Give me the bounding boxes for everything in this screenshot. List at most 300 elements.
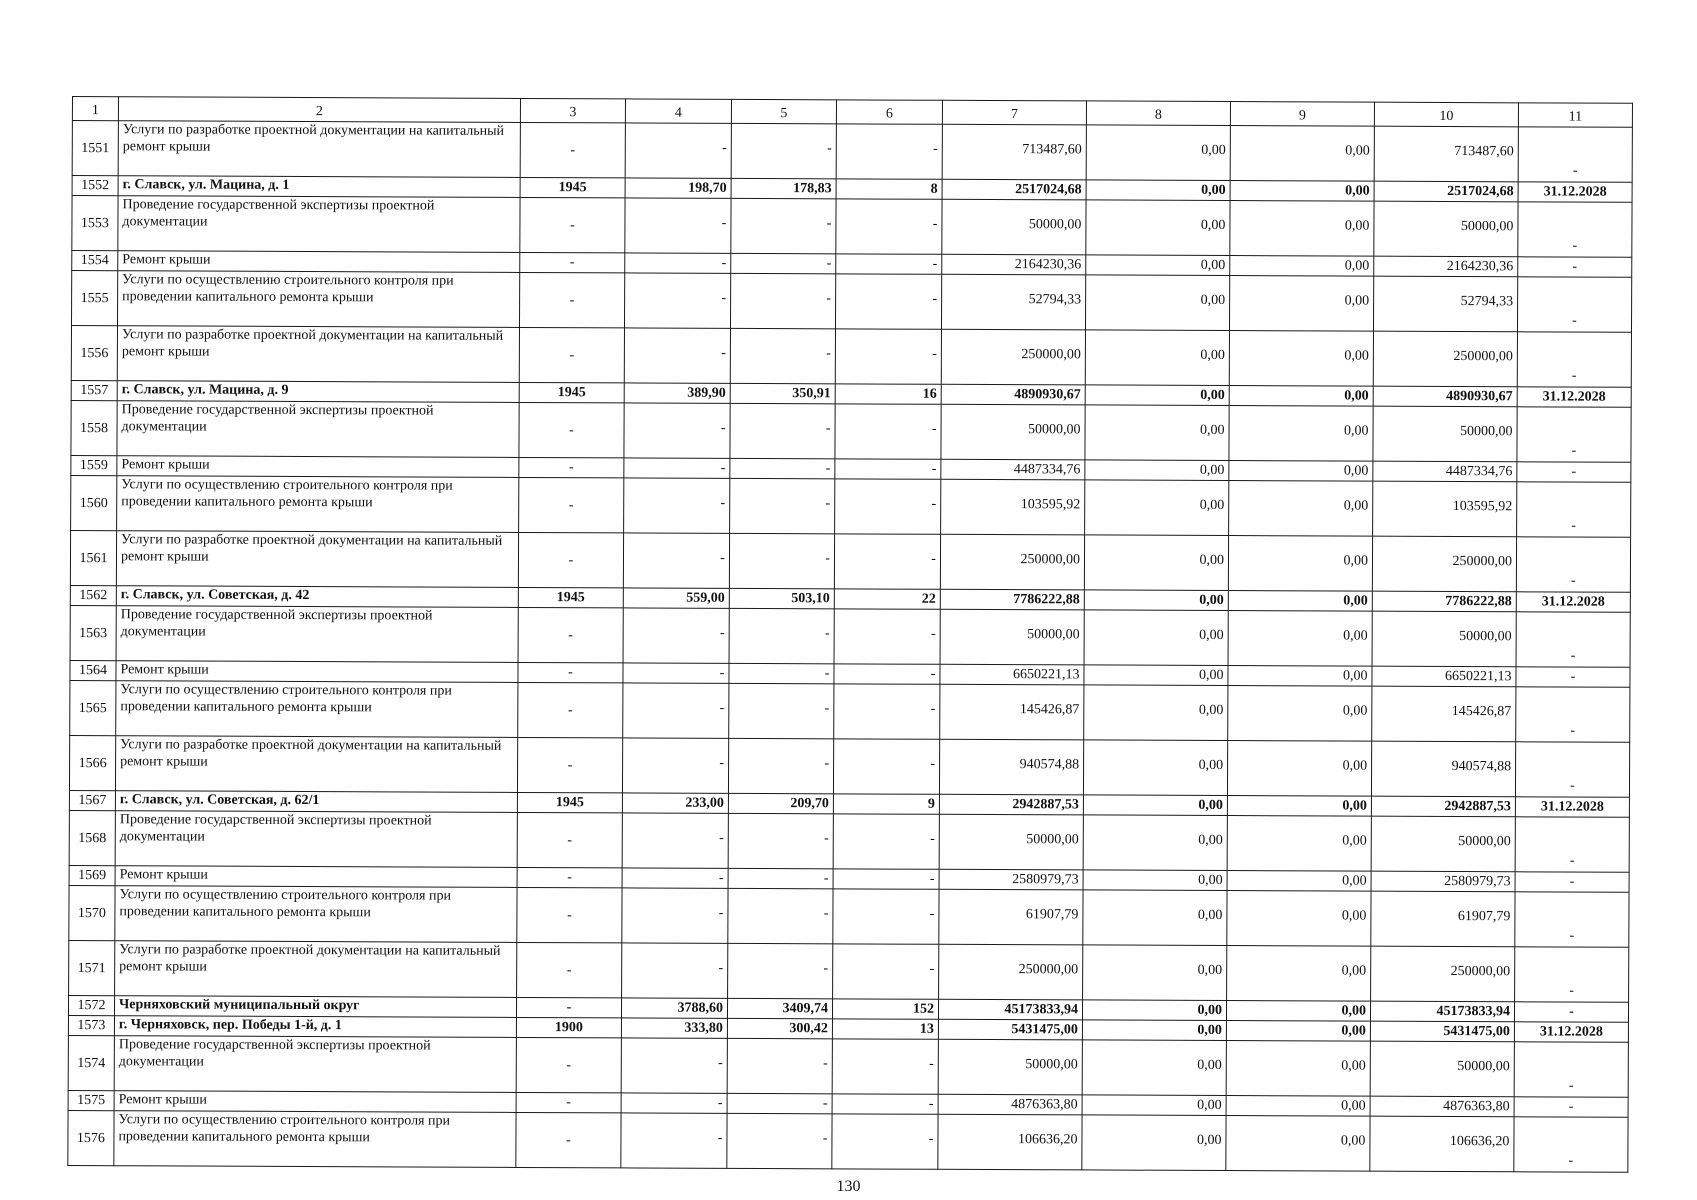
year-cell: - xyxy=(516,1112,621,1167)
cost-col8-cell: 0,00 xyxy=(1084,610,1228,666)
row-number-cell: 1552 xyxy=(72,176,118,196)
area-total-cell: - xyxy=(625,198,731,253)
row-number-cell: 1553 xyxy=(72,196,118,251)
cost-col9-cell: 0,00 xyxy=(1226,1001,1370,1022)
cost-col8-cell: 0,00 xyxy=(1085,330,1229,386)
cost-col8-cell: 0,00 xyxy=(1085,405,1229,461)
cost-col10-cell: 250000,00 xyxy=(1372,536,1516,592)
table-row xyxy=(71,271,1631,333)
header-cell: 8 xyxy=(1086,101,1230,126)
area-living-cell: - xyxy=(730,478,835,533)
cost-col9-cell: 0,00 xyxy=(1228,591,1372,612)
year-cell: - xyxy=(516,1092,621,1112)
repair-program-table xyxy=(67,96,1633,1173)
cost-col10-cell: 50000,00 xyxy=(1374,201,1518,257)
cost-col8-cell: 0,00 xyxy=(1082,1000,1226,1021)
cost-col8-cell: 0,00 xyxy=(1086,125,1230,181)
area-total-cell: 559,00 xyxy=(623,588,729,608)
year-cell: - xyxy=(519,457,624,477)
cost-col9-cell: 0,00 xyxy=(1227,816,1371,872)
residents-cell: - xyxy=(834,684,940,739)
area-total-cell: 3788,60 xyxy=(621,998,727,1018)
area-living-cell: 178,83 xyxy=(731,178,836,198)
deadline-cell: - xyxy=(1515,947,1629,1002)
cost-col10-cell: 61907,79 xyxy=(1371,891,1515,947)
item-name-cell: Услуги по осуществлению строительного контроля при проведении капитального ремонта крыши xyxy=(117,271,519,328)
cost-col10-cell: 5431475,00 xyxy=(1370,1021,1514,1042)
cost-total-cell: 250000,00 xyxy=(939,944,1083,1000)
residents-cell: - xyxy=(833,739,939,794)
item-name-cell: Услуги по осуществлению строительного контроля при проведении капитального ремонта крыши xyxy=(116,681,518,738)
header-cell: 3 xyxy=(520,98,625,122)
row-number-cell: 1564 xyxy=(70,660,116,680)
area-living-cell: - xyxy=(730,328,835,383)
table-row xyxy=(68,1110,1628,1172)
cost-col10-cell: 50000,00 xyxy=(1372,611,1516,667)
cost-col9-cell: 0,00 xyxy=(1226,1021,1370,1042)
area-total-cell: - xyxy=(623,683,729,738)
cost-col8-cell: 0,00 xyxy=(1082,1040,1226,1096)
area-living-cell: - xyxy=(729,683,834,738)
deadline-cell: - xyxy=(1517,407,1631,462)
cost-col8-cell: 0,00 xyxy=(1083,890,1227,946)
area-living-cell: - xyxy=(728,888,833,943)
area-total-cell: 233,00 xyxy=(622,793,728,813)
cost-col10-cell: 940574,88 xyxy=(1371,741,1515,797)
table-row xyxy=(70,530,1630,592)
row-number-cell: 1576 xyxy=(68,1110,114,1165)
table-row xyxy=(70,605,1630,667)
area-total-cell: - xyxy=(625,253,731,273)
row-number-cell: 1571 xyxy=(69,940,115,995)
area-total-cell: - xyxy=(621,1038,727,1093)
cost-col9-cell: 0,00 xyxy=(1230,181,1374,202)
deadline-cell: - xyxy=(1517,277,1631,332)
header-cell: 7 xyxy=(942,100,1086,125)
area-living-cell: - xyxy=(731,253,836,273)
cost-col9-cell: 0,00 xyxy=(1229,386,1373,407)
year-cell: - xyxy=(517,737,622,792)
item-name-cell: г. Славск, ул. Советская, д. 42 xyxy=(116,586,518,608)
deadline-cell: 31.12.2028 xyxy=(1516,592,1630,612)
cost-col8-cell: 0,00 xyxy=(1086,255,1230,276)
item-name-cell: Услуги по разработке проектной документации на капитальный ремонт крыши xyxy=(118,121,520,178)
deadline-cell: - xyxy=(1514,1042,1628,1097)
cost-col9-cell: 0,00 xyxy=(1229,406,1373,462)
item-name-cell: Проведение государственной экспертизы проектной документации xyxy=(117,401,519,458)
deadline-cell: 31.12.2028 xyxy=(1518,182,1632,202)
cost-total-cell: 250000,00 xyxy=(940,534,1084,590)
year-cell: - xyxy=(517,812,622,867)
cost-col8-cell: 0,00 xyxy=(1083,740,1227,796)
year-cell: - xyxy=(519,477,624,532)
cost-col8-cell: 0,00 xyxy=(1083,795,1227,816)
cost-col10-cell: 250000,00 xyxy=(1371,946,1515,1002)
row-number-cell: 1573 xyxy=(68,1015,114,1035)
item-name-cell: г. Славск, ул. Мацина, д. 1 xyxy=(118,176,520,198)
area-living-cell: 3409,74 xyxy=(727,998,832,1018)
cost-total-cell: 6650221,13 xyxy=(940,664,1084,685)
area-living-cell: - xyxy=(730,273,835,328)
table-row xyxy=(71,400,1631,462)
cost-col10-cell: 106636,20 xyxy=(1370,1116,1514,1172)
area-total-cell: - xyxy=(624,328,730,383)
area-living-cell: - xyxy=(729,608,834,663)
residents-cell: - xyxy=(832,1039,938,1094)
year-cell: - xyxy=(517,887,622,942)
residents-cell: - xyxy=(835,274,941,329)
cost-total-cell: 2517024,68 xyxy=(942,179,1086,200)
table-row xyxy=(71,326,1631,388)
cost-col10-cell: 713487,60 xyxy=(1374,126,1518,182)
cost-col8-cell: 0,00 xyxy=(1083,945,1227,1001)
deadline-cell: - xyxy=(1515,872,1629,892)
residents-cell: - xyxy=(833,944,939,999)
table-row xyxy=(69,810,1629,872)
cost-col9-cell: 0,00 xyxy=(1227,891,1371,947)
area-living-cell: - xyxy=(731,123,836,178)
residents-cell: - xyxy=(834,664,940,684)
cost-total-cell: 2580979,73 xyxy=(939,869,1083,890)
residents-cell: - xyxy=(834,534,940,589)
cost-col9-cell: 0,00 xyxy=(1228,536,1372,592)
cost-total-cell: 50000,00 xyxy=(942,199,1086,255)
item-name-cell: Ремонт крыши xyxy=(114,1091,516,1113)
item-name-cell: г. Черняховск, пер. Победы 1-й, д. 1 xyxy=(114,1016,516,1038)
deadline-cell: - xyxy=(1518,127,1632,182)
cost-total-cell: 50000,00 xyxy=(938,1039,1082,1095)
cost-col9-cell: 0,00 xyxy=(1226,1096,1370,1117)
cost-col8-cell: 0,00 xyxy=(1085,460,1229,481)
area-living-cell: 503,10 xyxy=(729,588,834,608)
area-total-cell: - xyxy=(623,533,729,588)
area-living-cell: - xyxy=(729,533,834,588)
residents-cell: - xyxy=(832,1114,938,1169)
cost-total-cell: 940574,88 xyxy=(939,739,1083,795)
cost-total-cell: 4487334,76 xyxy=(941,459,1085,480)
year-cell: - xyxy=(520,122,625,177)
cost-col10-cell: 4876363,80 xyxy=(1370,1096,1514,1117)
deadline-cell: - xyxy=(1514,1002,1628,1022)
cost-total-cell: 4890930,67 xyxy=(941,384,1085,405)
item-name-cell: Услуги по осуществлению строительного контроля при проведении капитального ремонта крыши xyxy=(114,1111,516,1168)
item-name-cell: Услуги по осуществлению строительного контроля при проведении капитального ремонта крыши xyxy=(117,476,519,533)
cost-col8-cell: 0,00 xyxy=(1083,815,1227,871)
area-total-cell: - xyxy=(622,888,728,943)
deadline-cell: - xyxy=(1518,257,1632,277)
header-cell: 11 xyxy=(1518,103,1632,127)
cost-col10-cell: 145426,87 xyxy=(1372,686,1516,742)
row-number-cell: 1572 xyxy=(68,995,114,1015)
area-living-cell: - xyxy=(730,458,835,478)
year-cell: 1900 xyxy=(516,1017,621,1037)
header-cell: 2 xyxy=(118,97,520,123)
residents-cell: 13 xyxy=(832,1019,938,1039)
area-total-cell: - xyxy=(622,868,728,888)
area-living-cell: - xyxy=(731,198,836,253)
cost-col9-cell: 0,00 xyxy=(1227,741,1371,797)
residents-cell: - xyxy=(836,124,942,179)
row-number-cell: 1551 xyxy=(72,121,118,176)
deadline-cell: - xyxy=(1516,667,1630,687)
cost-col8-cell: 0,00 xyxy=(1082,1115,1226,1171)
item-name-cell: Услуги по разработке проектной документации на капитальный ремонт крыши xyxy=(117,326,519,383)
item-name-cell: Проведение государственной экспертизы проектной документации xyxy=(114,1036,516,1093)
cost-col8-cell: 0,00 xyxy=(1084,685,1228,741)
deadline-cell: - xyxy=(1515,742,1629,797)
cost-col8-cell: 0,00 xyxy=(1085,275,1229,331)
area-living-cell: - xyxy=(728,738,833,793)
table-body xyxy=(68,97,1633,1173)
cost-col8-cell: 0,00 xyxy=(1083,870,1227,891)
residents-cell: - xyxy=(833,869,939,889)
item-name-cell: г. Славск, ул. Мацина, д. 9 xyxy=(117,381,519,403)
cost-col9-cell: 0,00 xyxy=(1227,796,1371,817)
area-total-cell: - xyxy=(622,813,728,868)
deadline-cell: 31.12.2028 xyxy=(1514,1022,1628,1042)
cost-total-cell: 50000,00 xyxy=(941,404,1085,460)
row-number-cell: 1560 xyxy=(71,475,117,530)
area-total-cell: - xyxy=(623,608,729,663)
year-cell: - xyxy=(516,997,621,1017)
residents-cell: 16 xyxy=(835,384,941,404)
table-row xyxy=(69,940,1629,1002)
deadline-cell: - xyxy=(1518,202,1632,257)
cost-col9-cell: 0,00 xyxy=(1229,276,1373,332)
cost-total-cell: 4876363,80 xyxy=(938,1094,1082,1115)
deadline-cell: - xyxy=(1515,892,1629,947)
row-number-cell: 1562 xyxy=(70,585,116,605)
residents-cell: - xyxy=(835,329,941,384)
row-number-cell: 1559 xyxy=(71,455,117,475)
cost-col9-cell: 0,00 xyxy=(1226,1116,1370,1172)
row-number-cell: 1569 xyxy=(69,865,115,885)
cost-col10-cell: 50000,00 xyxy=(1373,406,1517,462)
area-total-cell: - xyxy=(622,738,728,793)
cost-total-cell: 50000,00 xyxy=(939,814,1083,870)
cost-col9-cell: 0,00 xyxy=(1228,686,1372,742)
cost-col9-cell: 0,00 xyxy=(1230,126,1374,182)
cost-col8-cell: 0,00 xyxy=(1084,590,1228,611)
row-number-cell: 1557 xyxy=(71,380,117,400)
area-living-cell: 209,70 xyxy=(728,793,833,813)
area-total-cell: - xyxy=(621,1093,727,1113)
year-cell: - xyxy=(519,272,624,327)
year-cell: - xyxy=(519,402,624,457)
deadline-cell: - xyxy=(1514,1097,1628,1117)
cost-col10-cell: 2580979,73 xyxy=(1371,871,1515,892)
row-number-cell: 1567 xyxy=(69,790,115,810)
item-name-cell: Ремонт крыши xyxy=(115,866,517,888)
cost-col10-cell: 7786222,88 xyxy=(1372,591,1516,612)
cost-col10-cell: 250000,00 xyxy=(1373,331,1517,387)
year-cell: - xyxy=(518,532,623,587)
residents-cell: - xyxy=(835,479,941,534)
year-cell: - xyxy=(518,682,623,737)
area-total-cell: - xyxy=(623,663,729,683)
cost-col8-cell: 0,00 xyxy=(1086,180,1230,201)
table-row xyxy=(71,475,1631,537)
cost-col10-cell: 52794,33 xyxy=(1373,276,1517,332)
item-name-cell: Ремонт крыши xyxy=(118,251,520,273)
cost-total-cell: 7786222,88 xyxy=(940,589,1084,610)
year-cell: - xyxy=(516,1037,621,1092)
item-name-cell: г. Славск, ул. Советская, д. 62/1 xyxy=(115,791,517,813)
header-cell: 9 xyxy=(1230,102,1374,127)
row-number-cell: 1566 xyxy=(69,735,115,790)
deadline-cell: - xyxy=(1516,612,1630,667)
cost-col8-cell: 0,00 xyxy=(1082,1095,1226,1116)
cost-col10-cell: 50000,00 xyxy=(1370,1041,1514,1097)
area-total-cell: - xyxy=(624,478,730,533)
deadline-cell: - xyxy=(1514,1117,1628,1172)
cost-col10-cell: 50000,00 xyxy=(1371,816,1515,872)
cost-col9-cell: 0,00 xyxy=(1229,461,1373,482)
deadline-cell: - xyxy=(1516,537,1630,592)
deadline-cell: - xyxy=(1516,687,1630,742)
cost-total-cell: 61907,79 xyxy=(939,889,1083,945)
cost-col10-cell: 4487334,76 xyxy=(1373,461,1517,482)
area-living-cell: 300,42 xyxy=(727,1018,832,1038)
header-cell: 4 xyxy=(625,99,731,123)
residents-cell: - xyxy=(835,404,941,459)
area-living-cell: - xyxy=(727,1038,832,1093)
deadline-cell: - xyxy=(1517,332,1631,387)
deadline-cell: - xyxy=(1517,462,1631,482)
item-name-cell: Услуги по осуществлению строительного контроля при проведении капитального ремонта крыши xyxy=(115,886,517,943)
cost-total-cell: 145426,87 xyxy=(940,684,1084,740)
residents-cell: - xyxy=(832,1094,938,1114)
residents-cell: 22 xyxy=(834,589,940,609)
residents-cell: - xyxy=(833,814,939,869)
year-cell: - xyxy=(518,607,623,662)
row-number-cell: 1565 xyxy=(70,680,116,735)
table-row xyxy=(72,196,1632,258)
cost-col9-cell: 0,00 xyxy=(1229,481,1373,537)
item-name-cell: Услуги по разработке проектной документации на капитальный ремонт крыши xyxy=(115,736,517,793)
area-living-cell: - xyxy=(727,1113,832,1168)
table-row xyxy=(70,680,1630,742)
area-total-cell: - xyxy=(622,943,728,998)
cost-col10-cell: 4890930,67 xyxy=(1373,386,1517,407)
cost-col8-cell: 0,00 xyxy=(1085,480,1229,536)
area-total-cell: - xyxy=(624,403,730,458)
item-name-cell: Ремонт крыши xyxy=(117,456,519,478)
residents-cell: - xyxy=(834,609,940,664)
residents-cell: 152 xyxy=(832,999,938,1019)
deadline-cell: 31.12.2028 xyxy=(1517,387,1631,407)
cost-col8-cell: 0,00 xyxy=(1082,1020,1226,1041)
residents-cell: 8 xyxy=(836,179,942,199)
area-living-cell: - xyxy=(728,813,833,868)
deadline-cell: - xyxy=(1515,817,1629,872)
item-name-cell: Проведение государственной экспертизы проектной документации xyxy=(118,196,520,253)
row-number-cell: 1574 xyxy=(68,1035,114,1090)
cost-col9-cell: 0,00 xyxy=(1227,871,1371,892)
item-name-cell: Услуги по разработке проектной документации на капитальный ремонт крыши xyxy=(116,531,518,588)
year-cell: 1945 xyxy=(518,587,623,607)
document-table-area xyxy=(72,96,1632,1169)
year-cell: - xyxy=(518,662,623,682)
area-total-cell: 389,90 xyxy=(624,383,730,403)
cost-col10-cell: 45173833,94 xyxy=(1370,1001,1514,1022)
cost-col9-cell: 0,00 xyxy=(1229,331,1373,387)
year-cell: 1945 xyxy=(520,177,625,197)
cost-col8-cell: 0,00 xyxy=(1084,665,1228,686)
deadline-cell: - xyxy=(1517,482,1631,537)
cost-total-cell: 103595,92 xyxy=(941,479,1085,535)
row-number-cell: 1570 xyxy=(69,885,115,940)
table-row xyxy=(69,735,1629,797)
area-living-cell: - xyxy=(728,868,833,888)
cost-col10-cell: 2942887,53 xyxy=(1371,796,1515,817)
year-cell: - xyxy=(517,942,622,997)
row-number-cell: 1568 xyxy=(69,810,115,865)
area-living-cell: - xyxy=(729,663,834,683)
cost-total-cell: 52794,33 xyxy=(941,274,1085,330)
area-total-cell: - xyxy=(624,273,730,328)
cost-col9-cell: 0,00 xyxy=(1226,1041,1370,1097)
residents-cell: - xyxy=(836,254,942,274)
residents-cell: 9 xyxy=(833,794,939,814)
cost-total-cell: 713487,60 xyxy=(942,124,1086,180)
table-row xyxy=(72,121,1632,183)
area-total-cell: - xyxy=(625,123,731,178)
area-total-cell: - xyxy=(624,458,730,478)
cost-total-cell: 2164230,36 xyxy=(942,254,1086,275)
area-living-cell: - xyxy=(727,1093,832,1113)
year-cell: - xyxy=(519,327,624,382)
year-cell: 1945 xyxy=(517,792,622,812)
area-total-cell: 333,80 xyxy=(621,1018,727,1038)
cost-total-cell: 45173833,94 xyxy=(938,999,1082,1020)
cost-col9-cell: 0,00 xyxy=(1227,946,1371,1002)
cost-col10-cell: 2517024,68 xyxy=(1374,181,1518,202)
cost-total-cell: 2942887,53 xyxy=(939,794,1083,815)
item-name-cell: Черняховский муниципальный округ xyxy=(114,996,516,1018)
item-name-cell: Ремонт крыши xyxy=(116,661,518,683)
page-number: 130 xyxy=(836,1178,861,1195)
cost-col8-cell: 0,00 xyxy=(1085,385,1229,406)
item-name-cell: Проведение государственной экспертизы проектной документации xyxy=(116,606,518,663)
cost-col10-cell: 2164230,36 xyxy=(1374,256,1518,277)
header-cell: 6 xyxy=(836,100,942,124)
header-cell: 5 xyxy=(731,99,836,123)
table-row xyxy=(68,1035,1628,1097)
year-cell: - xyxy=(520,197,625,252)
area-total-cell: 198,70 xyxy=(625,178,731,198)
row-number-cell: 1575 xyxy=(68,1090,114,1110)
cost-col8-cell: 0,00 xyxy=(1084,535,1228,591)
year-cell: - xyxy=(520,252,625,272)
row-number-cell: 1561 xyxy=(70,530,116,585)
cost-col10-cell: 103595,92 xyxy=(1373,481,1517,537)
area-total-cell: - xyxy=(621,1113,727,1168)
cost-col9-cell: 0,00 xyxy=(1230,201,1374,257)
cost-total-cell: 106636,20 xyxy=(938,1114,1082,1170)
area-living-cell: - xyxy=(728,943,833,998)
row-number-cell: 1554 xyxy=(72,251,118,271)
table-row xyxy=(69,885,1629,947)
header-cell: 1 xyxy=(72,97,118,121)
item-name-cell: Услуги по разработке проектной документации на капитальный ремонт крыши xyxy=(115,941,517,998)
item-name-cell: Проведение государственной экспертизы проектной документации xyxy=(115,811,517,868)
cost-total-cell: 250000,00 xyxy=(941,329,1085,385)
area-living-cell: - xyxy=(730,403,835,458)
residents-cell: - xyxy=(835,459,941,479)
row-number-cell: 1558 xyxy=(71,400,117,455)
cost-col9-cell: 0,00 xyxy=(1230,256,1374,277)
